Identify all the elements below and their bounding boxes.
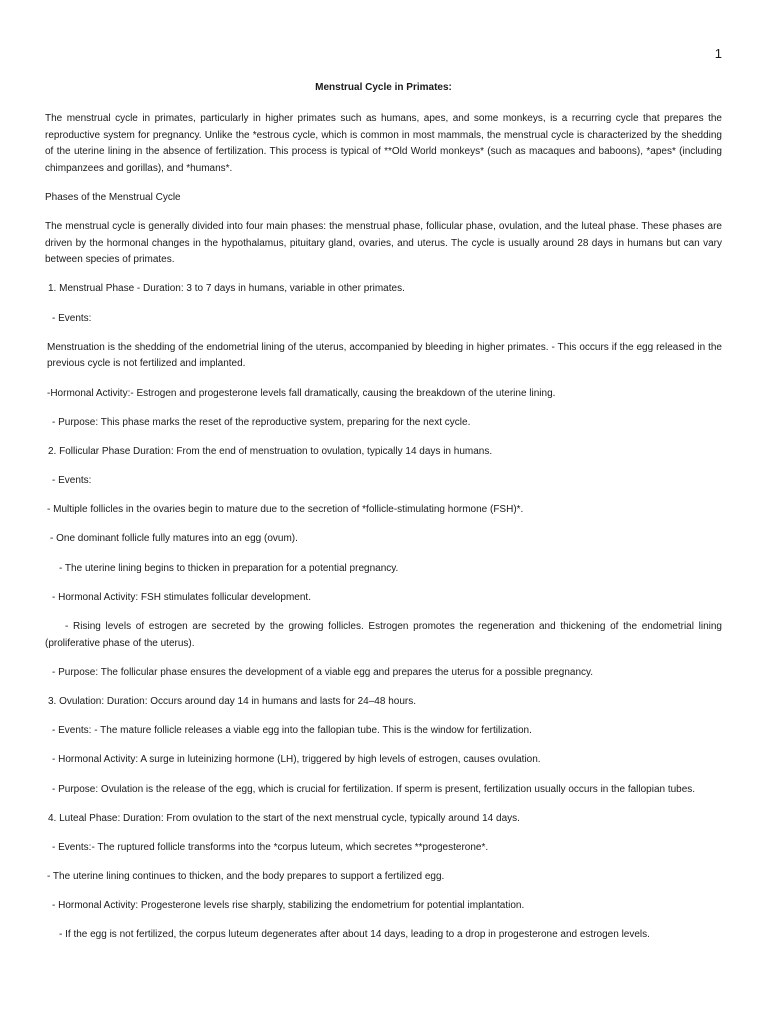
luteal-phase-heading: 4. Luteal Phase: Duration: From ovulation to the start of the next menstrual cycle, typically around 14 days. [48, 812, 520, 824]
ovulation-heading: 3. Ovulation: Duration: Occurs around day 14 in humans and lasts for 24–48 hours. [48, 695, 416, 707]
page-number: 1 [714, 46, 722, 61]
menstrual-events-label: - Events: [52, 312, 92, 324]
follicular-events-label: - Events: [52, 475, 92, 487]
follicular-purpose: - Purpose: The follicular phase ensures the development of a viable egg and prepares the uterus for a possible pregnancy. [52, 666, 594, 678]
follicular-event-item: - The uterine lining begins to thicken in preparation for a potential pregnancy. [59, 562, 399, 574]
intro-paragraph: The menstrual cycle in primates, particularly in higher primates such as humans, apes, and some monkeys, is a recurring cycle that prepares the reproductive system for pregnancy. Unlike the *estrous cycle, which is common in most mammals, the menstrual cycle is characterized by the shedding of the uterine lining in the absence of fertilization. This process is typical of **Old World monkeys* (such as macaques and baboons), *apes* (including chimpanzees and gorillas), and *humans*. [45, 113, 722, 174]
ovulation-hormonal-activity: - Hormonal Activity: A surge in luteinizing hormone (LH), triggered by high levels of estrogen, causes ovulation. [52, 754, 541, 766]
luteal-event-item: - If the egg is not fertilized, the corpus luteum degenerates after about 14 days, leading to a drop in progesterone and estrogen levels. [59, 929, 650, 941]
menstrual-phase-heading: 1. Menstrual Phase - Duration: 3 to 7 days in humans, variable in other primates. [48, 283, 405, 295]
menstrual-hormonal-activity: -Hormonal Activity:- Estrogen and progesterone levels fall dramatically, causing the breakdown of the uterine lining. [47, 387, 556, 399]
menstrual-events-text: Menstruation is the shedding of the endometrial lining of the uterus, accompanied by bleeding in higher primates. - This occurs if the egg released in the previous cycle is not fertilized and implanted. [47, 341, 722, 370]
luteal-hormonal-activity: - Hormonal Activity: Progesterone levels rise sharply, stabilizing the endometrium for potential implantation. [52, 900, 525, 912]
follicular-estrogen-text: - Rising levels of estrogen are secreted by the growing follicles. Estrogen promotes the regeneration and thickening of the endometrial lining (proliferative phase of the uterus). [45, 621, 722, 649]
follicular-event-item: - Multiple follicles in the ovaries begin to mature due to the secretion of *follicle-stimulating hormone (FSH)*. [47, 504, 524, 516]
overview-paragraph: The menstrual cycle is generally divided into four main phases: the menstrual phase, follicular phase, ovulation, and the luteal phase. These phases are driven by the hormonal changes in the hypothalamus, pituitary gland, ovaries, and uterus. The cycle is usually around 28 days in humans but can vary between species of primates. [45, 220, 722, 266]
section-heading: Phases of the Menstrual Cycle [45, 191, 181, 203]
menstrual-purpose: - Purpose: This phase marks the reset of the reproductive system, preparing for the next cycle. [52, 416, 471, 428]
follicular-phase-heading: 2. Follicular Phase Duration: From the end of menstruation to ovulation, typically 14 days in humans. [48, 445, 493, 457]
ovulation-events: - Events: - The mature follicle releases a viable egg into the fallopian tube. This is the window for fertilization. [52, 725, 532, 737]
document-title: Menstrual Cycle in Primates: [315, 82, 452, 93]
luteal-events: - Events:- The ruptured follicle transforms into the *corpus luteum, which secretes **progesterone*. [52, 841, 489, 853]
follicular-hormonal-activity: - Hormonal Activity: FSH stimulates follicular development. [52, 591, 311, 603]
luteal-event-item: - The uterine lining continues to thicken, and the body prepares to support a fertilized egg. [47, 871, 445, 883]
follicular-event-item: - One dominant follicle fully matures into an egg (ovum). [50, 533, 298, 545]
ovulation-purpose: - Purpose: Ovulation is the release of the egg, which is crucial for fertilization. If sperm is present, fertilization usually occurs in the fallopian tubes. [52, 783, 696, 795]
